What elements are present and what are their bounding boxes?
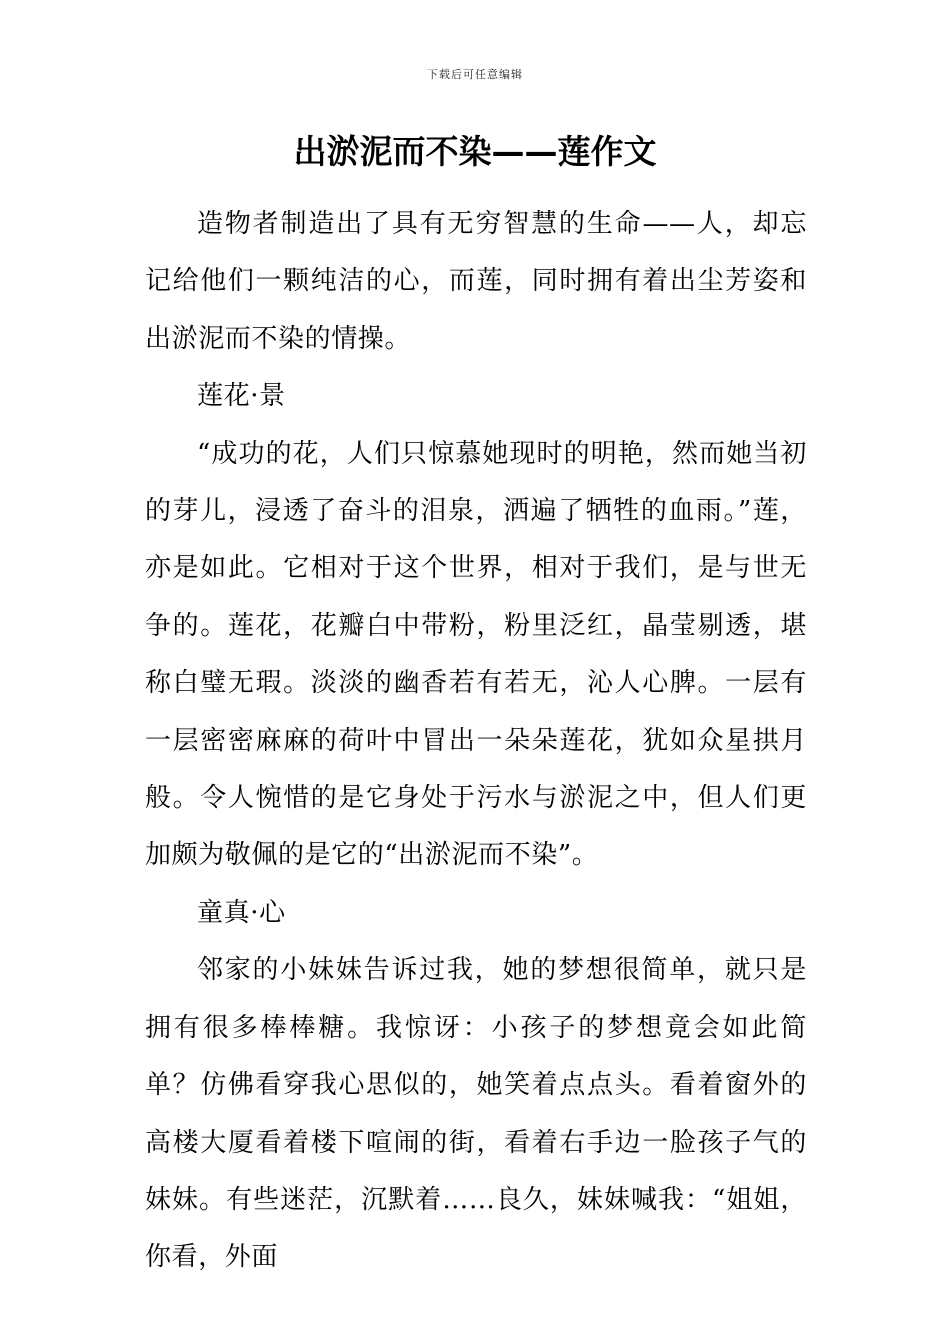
paragraph-lotus-scene: “成功的花，人们只惊慕她现时的明艳，然而她当初的芽儿，浸透了奋斗的泪泉，洒遍了牺牲的血雨。”莲，亦是如此。它相对于这个世界，相对于我们，是与世无争的。莲花，花瓣白中带粉，粉里泛红，晶莹剔透，堪称白璧无瑕。淡淡的幽香若有若无，沁人心脾。一层有一层密密麻麻的荷叶中冒出一朵朵莲花，犹如众星拱月般。令人惋惜的是它身处于污水与淤泥之中，但人们更加颇为敬佩的是它的“出淤泥而不染”。 [145, 438, 807, 871]
document-body [145, 196, 807, 1287]
paragraph-childlike-heart: 邻家的小妹妹告诉过我，她的梦想很简单，就只是拥有很多棒棒糖。我惊讶：小孩子的梦想竟会如此简单？仿佛看穿我心思似的，她笑着点点头。看着窗外的高楼大厦看着楼下喧闹的街，看着右手边一脸孩子气的妹妹。有些迷茫，沉默着……良久，妹妹喊我：“姐姐，你看，外面 [145, 955, 807, 1273]
header-note: 下载后可任意编辑 [427, 68, 523, 81]
document-title: 出淤泥而不染——莲作文 [293, 132, 657, 171]
paragraph-intro: 造物者制造出了具有无穷智慧的生命——人，却忘记给他们一颗纯洁的心，而莲，同时拥有着出尘芳姿和出淤泥而不染的情操。 [145, 209, 807, 354]
section-heading-childlike-heart: 童真·心 [197, 897, 286, 928]
section-heading-lotus-scene: 莲花·景 [197, 381, 286, 412]
